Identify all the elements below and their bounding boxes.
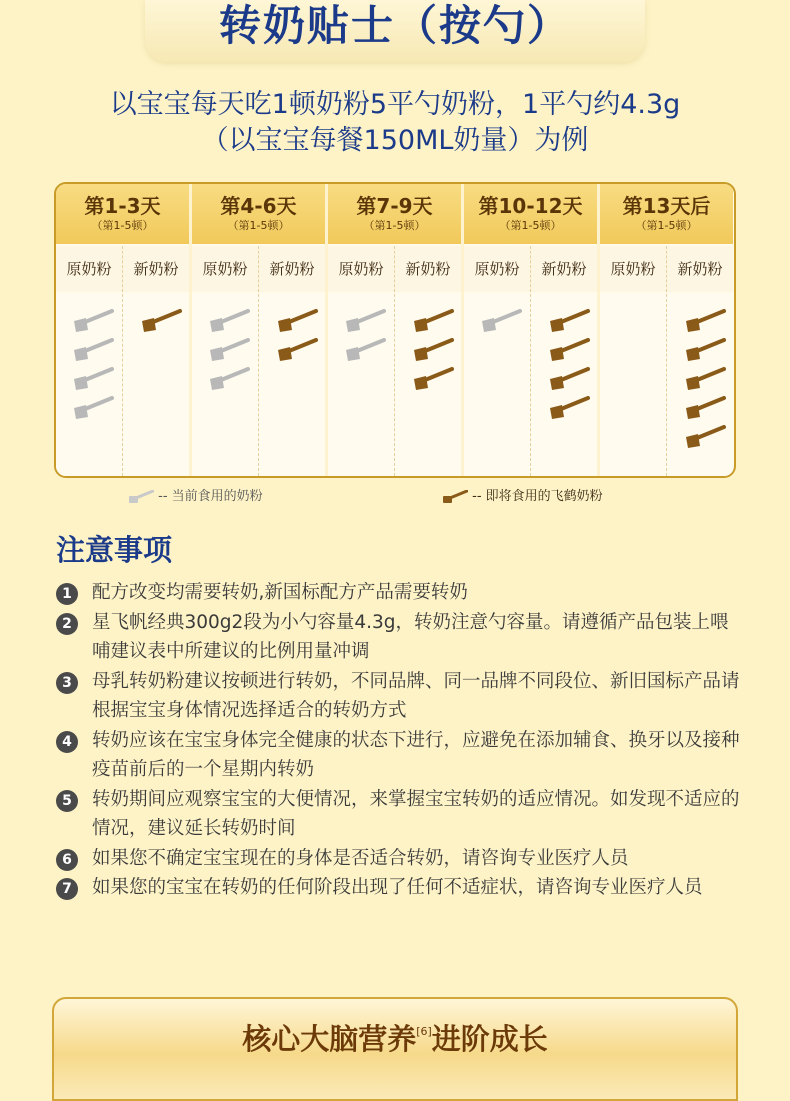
note-text: 转奶应该在宝宝身体完全健康的状态下进行，应避免在添加辅食、换牙以及接种疫苗前后的一个星期内转奶 xyxy=(92,729,740,780)
notes-title: 注意事项 xyxy=(56,533,173,567)
stage-subheader xyxy=(192,246,325,292)
stage-scoops xyxy=(464,294,597,476)
note-text: 如果您的宝宝在转奶的任何阶段出现了任何不适症状，请咨询专业医疗人员 xyxy=(92,877,703,898)
note-item xyxy=(56,844,746,874)
stage-subheader xyxy=(464,246,597,292)
stage-subheader xyxy=(56,246,189,292)
note-number-badge: 3 xyxy=(56,672,78,694)
stage-header xyxy=(600,184,733,244)
old-scoop-icon xyxy=(72,337,114,363)
new-scoop-icon xyxy=(548,308,590,334)
old-formula-label: 原奶粉 xyxy=(202,260,248,278)
note-text: 如果您不确定宝宝现在的身体是否适合转奶，请咨询专业医疗人员 xyxy=(92,847,629,869)
column-divider xyxy=(394,294,395,476)
note-number-badge: 6 xyxy=(56,849,78,871)
column-divider xyxy=(122,294,123,476)
new-scoop-icon xyxy=(684,366,726,392)
stage-title: 第7-9天 xyxy=(356,194,433,218)
column-divider xyxy=(530,294,531,476)
stage-note: （第1-5顿） xyxy=(499,219,562,232)
old-scoop-icon xyxy=(208,366,250,392)
stage-scoops xyxy=(328,294,461,476)
new-scoop-icon xyxy=(548,366,590,392)
new-scoop-icon xyxy=(684,395,726,421)
bottom-title xyxy=(0,1012,790,1059)
stage-header xyxy=(192,184,325,244)
note-text: 星飞帆经典300g2段为小勺容量4.3g，转奶注意勺容量。请遵循产品包装上喂哺建议表中所建议的比例用量冲调 xyxy=(92,611,729,662)
notes-list xyxy=(56,578,746,903)
new-scoop-icon xyxy=(140,308,182,334)
new-scoop-icon xyxy=(276,308,318,334)
old-scoop-icon xyxy=(344,308,386,334)
new-scoop-icon xyxy=(548,337,590,363)
stage-column xyxy=(464,184,597,476)
note-number-badge: 7 xyxy=(56,878,78,900)
note-number-badge: 5 xyxy=(56,790,78,812)
stage-note: （第1-5顿） xyxy=(91,219,154,232)
legend-upcoming xyxy=(442,487,603,507)
old-scoop-icon xyxy=(72,308,114,334)
note-item xyxy=(56,667,746,726)
subtitle-line-1: 以宝宝每天吃1顿奶粉5平勺奶粉，1平勺约4.3g xyxy=(109,89,681,120)
column-divider xyxy=(258,294,259,476)
stage-header xyxy=(56,184,189,244)
note-text: 母乳转奶粉建议按顿进行转奶，不同品牌、同一品牌不同段位、新旧国标产品请根据宝宝身体情况选择适合的转奶方式 xyxy=(92,670,740,721)
legend-current-label: -- 当前食用的奶粉 xyxy=(158,489,263,504)
legend-current xyxy=(128,487,263,507)
new-scoop-icon xyxy=(684,308,726,334)
stage-note: （第1-5顿） xyxy=(227,219,290,232)
gray-scoop-icon xyxy=(128,490,154,504)
legend-upcoming-label: -- 即将食用的飞鹤奶粉 xyxy=(472,489,603,504)
old-formula-label: 原奶粉 xyxy=(610,260,656,278)
note-number-badge: 1 xyxy=(56,583,78,605)
old-scoop-icon xyxy=(72,395,114,421)
note-number-badge: 2 xyxy=(56,613,78,635)
stage-subheader xyxy=(600,246,733,292)
new-formula-label: 新奶粉 xyxy=(394,246,461,292)
note-item xyxy=(56,785,746,844)
stage-column xyxy=(600,184,733,476)
new-formula-label: 新奶粉 xyxy=(666,246,733,292)
bottom-title-citation: [6] xyxy=(416,1025,432,1038)
note-text: 配方改变均需要转奶,新国标配方产品需要转奶 xyxy=(92,582,468,603)
old-scoop-icon xyxy=(72,366,114,392)
old-scoop-icon xyxy=(480,308,522,334)
stage-title: 第1-3天 xyxy=(84,194,161,218)
stage-subheader xyxy=(328,246,461,292)
old-formula-label: 原奶粉 xyxy=(338,260,384,278)
stage-column xyxy=(328,184,461,476)
old-scoop-icon xyxy=(344,337,386,363)
note-number-badge: 4 xyxy=(56,731,78,753)
note-item xyxy=(56,726,746,785)
new-scoop-icon xyxy=(276,337,318,363)
stage-column xyxy=(56,184,189,476)
new-scoop-icon xyxy=(412,308,454,334)
new-formula-label: 新奶粉 xyxy=(258,246,325,292)
stage-title: 第4-6天 xyxy=(220,194,297,218)
new-scoop-icon xyxy=(684,424,726,450)
transition-table xyxy=(54,182,736,478)
stage-header xyxy=(328,184,461,244)
column-divider xyxy=(666,294,667,476)
stage-scoops xyxy=(600,294,733,476)
stage-note: （第1-5顿） xyxy=(363,219,426,232)
stage-column xyxy=(192,184,325,476)
stage-title: 第10-12天 xyxy=(478,194,583,218)
bottom-title-main: 核心大脑营养 xyxy=(242,1022,417,1056)
old-formula-label: 原奶粉 xyxy=(66,260,112,278)
stage-header xyxy=(464,184,597,244)
subtitle-line-2: （以宝宝每餐150ML奶量）为例 xyxy=(201,125,589,156)
old-scoop-icon xyxy=(208,308,250,334)
note-item xyxy=(56,873,746,903)
note-item xyxy=(56,578,746,608)
new-scoop-icon xyxy=(684,337,726,363)
new-formula-label: 新奶粉 xyxy=(530,246,597,292)
old-scoop-icon xyxy=(208,337,250,363)
page-title: 转奶贴士（按勺） xyxy=(218,1,571,50)
bottom-title-tail: 进阶成长 xyxy=(431,1022,548,1056)
stage-note: （第1-5顿） xyxy=(635,219,698,232)
note-text: 转奶期间应观察宝宝的大便情况，来掌握宝宝转奶的适应情况。如发现不适应的情况，建议延长转奶时间 xyxy=(92,788,740,839)
new-scoop-icon xyxy=(548,395,590,421)
brown-scoop-icon xyxy=(442,490,468,504)
old-formula-label: 原奶粉 xyxy=(474,260,520,278)
new-scoop-icon xyxy=(412,337,454,363)
stage-title: 第13天后 xyxy=(622,194,711,218)
new-formula-label: 新奶粉 xyxy=(122,246,189,292)
stage-scoops xyxy=(56,294,189,476)
stage-scoops xyxy=(192,294,325,476)
new-scoop-icon xyxy=(412,366,454,392)
note-item xyxy=(56,608,746,667)
